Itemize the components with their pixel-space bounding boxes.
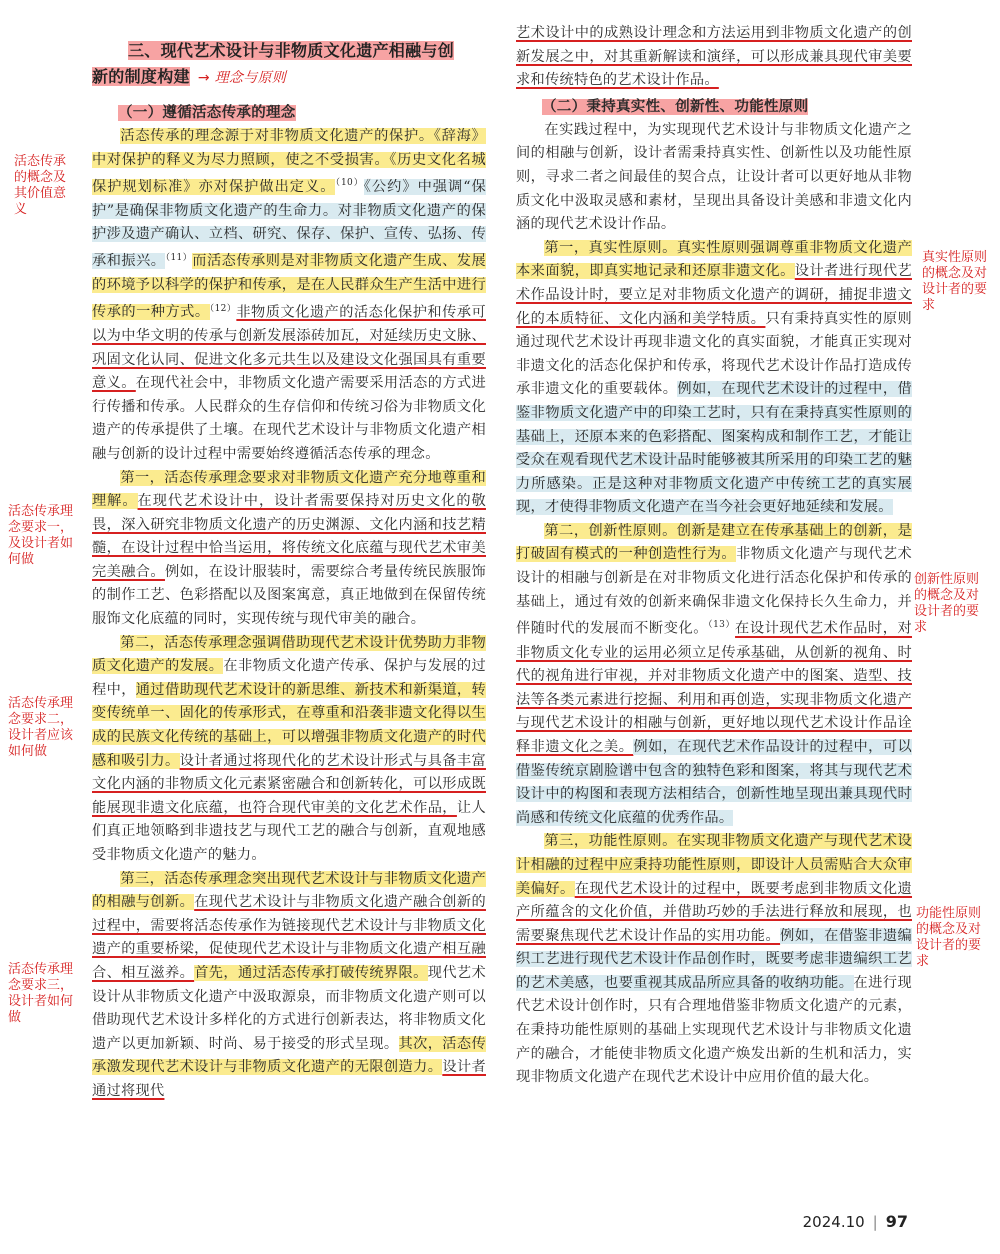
subsection-title-2: （二）秉持真实性、创新性、功能性原则 [542,98,809,115]
issue-date: 2024.10 [802,1213,865,1231]
section-title: 三、现代艺术设计与非物质文化遗产相融与创 新的制度构建 → 理念与原则 [92,41,455,86]
subsection-title-1: （一）遵循活态传承的理念 [118,105,296,121]
title-annotation: → 理念与原则 [197,70,287,86]
paragraph-8: 第三，功能性原则。在实现非物质文化遗产与现代艺术设计相融的过程中应秉持功能性原则，即设计人员需贴合大众审美偏好。在现代艺术设计的过程中，既要考虑到非物质文化遗产所蕴含的文化价值，并借助巧妙的手法进行释放和展现，也需要聚焦现代艺术设计作品的实用功能。例如，在借鉴非遗编织工艺进行现代艺术设计作品创作时，既要考虑非遗编织工艺的艺术美感，也要重视其成品所应具备的收纳功能。在进行现代艺术设计创作时，只有合理地借鉴非物质文化遗产的元素，在秉持功能性原则的基础上实现现代艺术设计与非物质文化遗产的融合，才能使非物质文化遗产焕发出新的生机和活力，实现非物质文化遗产在现代艺术设计中应用价值的最大化。 [516,833,913,1086]
paragraph-7: 第二，创新性原则。创新是建立在传承基础上的创新，是打破固有模式的一种创造性行为。非物质文化遗产与现代艺术设计的相融与创新是在对非物质文化进行活态化保护和传承的基础上，通过有效的创新来确保非遗文化保持长久生命力，并伴随时代的发展而不断变化。$^{(13)}$在设计现代艺术作品时，对非物质文化专业的运用必须立足传承基础，从创新的视角、时代的视角进行审视，并对非物质文化遗产中的图案、造型、技法等各类元素进行挖掘、利用和再创造，实现非物质文化遗产与现代艺术设计的相融与创新，更好地以现代艺术设计作品诠释非遗文化之美。例如，在现代艺术作品设计的过程中，可以借鉴传统京剧脸谱中包含的独特色彩和图案，将其与现代艺术设计中的构图和表现方法相结合，创新性地呈现出兼具现代时尚感和传统文化底蕴的优秀作品。 [516,522,913,826]
margin-note-2: 活态传承理念要求一，及设计者如何做 [8,504,74,567]
page-number: 97 [885,1212,908,1231]
paragraph-4: 第三，活态传承理念突出现代艺术设计与非物质文化遗产的相融与创新。在现代艺术设计与非物质文化遗产融合创新的过程中，需要将活态传承作为链接现代艺术设计与非物质文化遗产的重要桥梁，促使现代艺术设计与非物质文化遗产相互融合、相互滋养。首先，通过活态传承打破传统界限。现代艺术设计从非物质文化遗产中汲取源泉，而非物质文化遗产则可以借助现代艺术设计多样化的方式进行创新表达，将非物质文化遗产以更加新颖、时尚、易于接受的形式呈现。其次，活态传承激发现代艺术设计与非物质文化遗产的无限创造力。设计者通过将现代 [92,870,486,1099]
margin-note-4: 活态传承理念要求三，设计者如何做 [8,962,74,1025]
paragraph-3: 第二，活态传承理念强调借助现代艺术设计优势助力非物质文化遗产的发展。在非物质文化遗产传承、保护与发展的过程中，通过借助现代艺术设计的新思维、新技术和新渠道，转变传统单一、固化的传承形式，在尊重和沿袭非遗文化得以生成的民族文化传统的基础上，可以增强非物质文化遗产的时代感和吸引力。设计者通过将现代化的艺术设计形式与具备丰富文化内涵的非物质文化元素紧密融合和创新转化，可以形成既能展现非遗文化底蕴，也符合现代审美的文化艺术作品，让人们真正地领略到非遗技艺与现代工艺的融合与创新，直观地感受非物质文化遗产的魅力。 [92,634,487,864]
paragraph-1: 活态传承的理念源于对非物质文化遗产的保护。《辞海》中对保护的释义为尽力照顾，使之不受损害。《历史文化名城保护规划标准》亦对保护做出定义。$^{(10)}$《公约》中强调“保护”是确保非物质文化遗产的生命力。对非物质文化遗产的保护涉及遗产确认、立档、研究、保存、保护、宣传、弘扬、传承和振兴。$^{(11)}$而活态传承则是对非物质文化遗产生成、发展的环境予以科学的保护和传承，是在人民群众生产生活中进行传承的一种方式。$^{(12)}$非物质文化遗产的活态化保护和传承可以为中华文明的传承与创新发展添砖加瓦，对延续历史文脉、巩固文化认同、促进文化多元共生以及建设文化强国具有重要意义。在现代社会中，非物质文化遗产需要采用活态的方式进行传播和传承。人民群众的生存信仰和传统习俗为非物质文化遗产的传承提供了土壤。在现代艺术设计与非物质文化遗产相融与创新的设计过程中需要始终遵循活态传承的理念。 [92,128,487,462]
margin-note-5: 真实性原则的概念及对设计者的要求 [922,250,988,313]
page-footer: 2024.10 | 97 [802,1212,908,1231]
margin-note-7: 功能性原则的概念及对设计者的要求 [916,906,982,969]
paragraph-continued: 艺术设计中的成熟设计理念和方法运用到非物质文化遗产的创新发展之中，对其重新解读和演绎，可以形成兼具现代审美要求和传统特色的艺术设计作品。 [516,25,912,89]
margin-note-3: 活态传承理念要求二，设计者应该如何做 [8,696,74,759]
margin-note-1: 活态传承的概念及其价值意义 [14,154,67,217]
paragraph-6: 第一，真实性原则。真实性原则强调尊重非物质文化遗产本来面貌，即真实地记录和还原非遗文化。设计者进行现代艺术作品设计时，要立足对非物质文化遗产的调研，捕捉非遗文化的本质特征、文化内涵和美学特质。只有秉持真实性的原则通过现代艺术设计再现非遗文化的真实面貌，才能真正实现对非遗文化的活态化保护和传承，将现代艺术设计作品打造成传承非遗文化的重要载体。例如，在现代艺术设计的过程中，借鉴非物质文化遗产中的印染工艺时，只有在秉持真实性原则的基础上，还原本来的色彩搭配、图案构成和制作工艺，才能让受众在观看现代艺术设计品时能够被其所采用的印染工艺的魅力所感染。正是这种对非物质文化遗产中传统工艺的真实展现，才使得非物质文化遗产在当今社会更好地延续和发展。 [516,239,912,516]
margin-note-6: 创新性原则的概念及对设计者的要求 [914,572,980,635]
paragraph-2: 第一，活态传承理念要求对非物质文化遗产充分地尊重和理解。在现代艺术设计中，设计者需要保持对历史文化的敬畏，深入研究非物质文化遗产的历史渊源、文化内涵和技艺精髓，在设计过程中恰当运用，将传统文化底蕴与现代艺术审美完美融合。例如，在设计服装时，需要综合考量传统民族服饰的制作工艺、色彩搭配以及图案寓意，真正地做到在保留传统服饰文化底蕴的同时，实现传统与现代审美的融合。 [92,469,486,628]
left-column [92,38,486,1104]
right-column [516,22,912,1090]
paragraph-5: 在实践过程中，为实现现代艺术设计与非物质文化遗产之间的相融与创新，设计者需秉持真实性、创新性以及功能性原则，寻求二者之间最佳的契合点，让设计者可以更好地从非物质文化中汲取灵感和素材，呈现出具备设计美感和非遗文化内涵的现代艺术设计作品。 [516,121,912,233]
